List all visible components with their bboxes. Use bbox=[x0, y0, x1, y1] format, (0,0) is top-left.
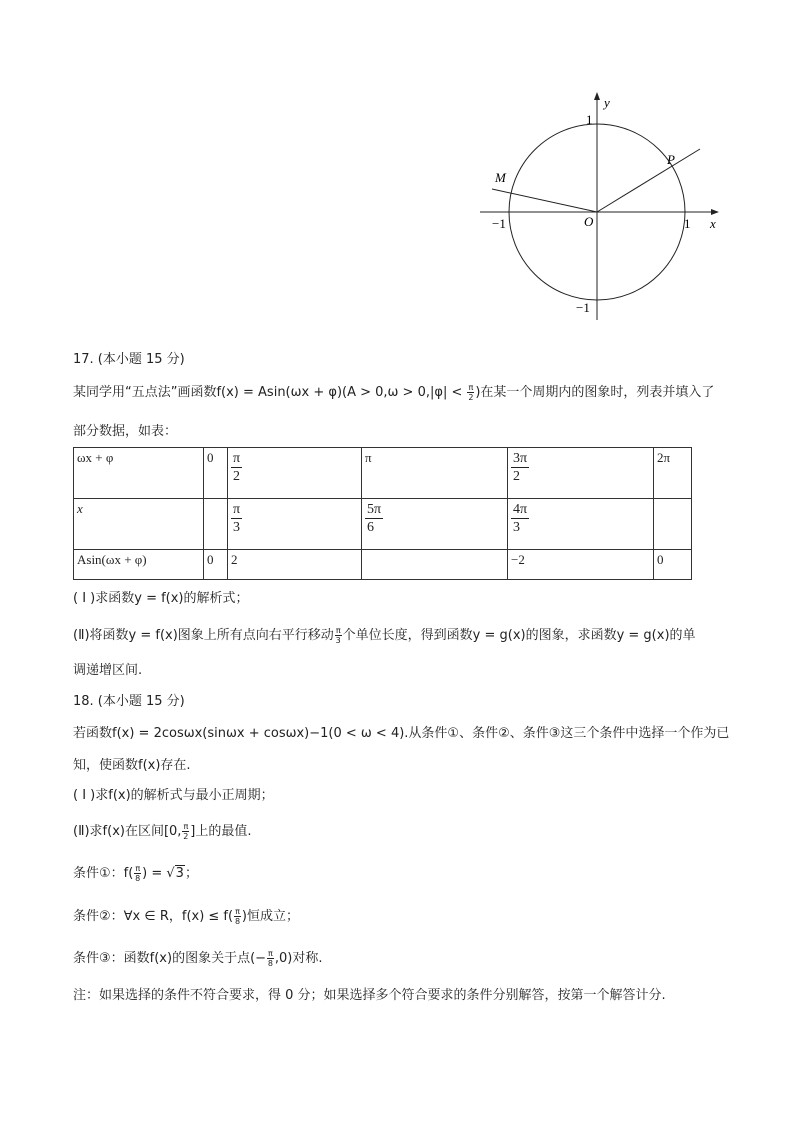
table-cell bbox=[362, 550, 508, 580]
q18-condition-3: 条件③：函数f(x)的图象关于点(− $\frac{\pi}{8}$ ,0)对称. bbox=[73, 949, 323, 968]
tick-neg-y: −1 bbox=[576, 300, 590, 315]
table-cell: $\frac{\pi}{2}$ bbox=[228, 448, 362, 499]
y-axis-arrow bbox=[594, 92, 600, 100]
q17-header: 17. (本小题 15 分) bbox=[73, 352, 185, 367]
sqrt-sign: √ bbox=[166, 866, 175, 881]
q18-part1: ( Ⅰ )求f(x)的解析式与最小正周期； bbox=[73, 788, 274, 803]
table-cell: $\frac{5\pi}{6}$ bbox=[362, 499, 508, 550]
q17-intro bbox=[73, 383, 714, 402]
q17-intro-a: 某同学用“五点法”画函数f(x) = Asin(ωx + φ)(A > 0,ω > 0,|φ| < bbox=[73, 385, 467, 400]
q17-part2-b: 个单位长度，得到函数y = g(x)的图象，求函数y = g(x)的单 bbox=[342, 628, 696, 643]
q18-note: 注：如果选择的条件不符合要求，得 0 分；如果选择多个符合要求的条件分别解答，按第一个解答计分. bbox=[73, 988, 666, 1003]
table-cell: π bbox=[362, 448, 508, 499]
q17-intro-line2: 部分数据，如表： bbox=[73, 424, 178, 439]
table-row bbox=[74, 550, 692, 580]
cond1-frac: $\frac{\pi}{8}$ bbox=[135, 864, 141, 883]
table-cell: 2π bbox=[654, 448, 692, 499]
table-cell bbox=[654, 499, 692, 550]
table-row bbox=[74, 499, 692, 550]
point-p-label: P bbox=[667, 152, 675, 167]
axis-x-label: x bbox=[710, 216, 716, 231]
table-cell: ωx + φ bbox=[74, 448, 204, 499]
q18-part2-a: (Ⅱ)求f(x)在区间[0, bbox=[73, 824, 182, 839]
five-point-table bbox=[73, 447, 692, 580]
table-cell: 0 bbox=[654, 550, 692, 580]
table-cell: x bbox=[74, 499, 204, 550]
q18-intro-line2: 知，使函数f(x)存在. bbox=[73, 758, 191, 773]
q17-part2-line2: 调递增区间. bbox=[73, 663, 143, 678]
table-cell: $\frac{3\pi}{2}$ bbox=[508, 448, 654, 499]
cond2-frac: $\frac{\pi}{8}$ bbox=[234, 907, 241, 926]
q17-part2 bbox=[73, 626, 696, 645]
q17-part2-frac: $\frac{\pi}{3}$ bbox=[335, 626, 341, 645]
tick-pos-y: 1 bbox=[586, 112, 593, 127]
q18-part2-frac: $\frac{\pi}{2}$ bbox=[183, 822, 189, 841]
table-cell: $\frac{4\pi}{3}$ bbox=[508, 499, 654, 550]
q18-condition-1: 条件①：f( $\frac{\pi}{8}$ ) = √3； bbox=[73, 864, 198, 883]
q18-part2-b: ]上的最值. bbox=[190, 824, 252, 839]
table-cell: 0 bbox=[204, 550, 228, 580]
table-cell: 0 bbox=[204, 448, 228, 499]
ray-om bbox=[492, 189, 597, 212]
q17-intro-frac: $\frac{\pi}{2}$ bbox=[468, 383, 474, 402]
q18-condition-2: 条件②：∀x ∈ R，f(x) ≤ f( $\frac{\pi}{8}$ )恒成立； bbox=[73, 907, 299, 926]
tick-neg-x: −1 bbox=[492, 216, 506, 231]
q17-part1: ( Ⅰ )求函数y = f(x)的解析式； bbox=[73, 591, 249, 606]
tick-pos-x: 1 bbox=[684, 216, 691, 231]
table-cell: −2 bbox=[508, 550, 654, 580]
cond3-frac: $\frac{\pi}{8}$ bbox=[267, 949, 273, 968]
axis-y-label: y bbox=[604, 95, 610, 110]
x-axis-arrow bbox=[711, 209, 719, 215]
point-m-label: M bbox=[495, 170, 506, 185]
table-row bbox=[74, 448, 692, 499]
q18-part2 bbox=[73, 822, 251, 841]
table-cell: $\frac{\pi}{3}$ bbox=[228, 499, 362, 550]
q18-intro-line1: 若函数f(x) = 2cosωx(sinωx + cosωx)−1(0 < ω < 4).从条件①、条件②、条件③这三个条件中选择一个作为已 bbox=[73, 726, 730, 741]
table-cell: 2 bbox=[228, 550, 362, 580]
q17-intro-b: )在某一个周期内的图象时，列表并填入了 bbox=[475, 385, 715, 400]
table-cell bbox=[204, 499, 228, 550]
table-cell: Asin(ωx + φ) bbox=[74, 550, 204, 580]
unit-circle-figure bbox=[470, 88, 730, 328]
q17-part2-a: (Ⅱ)将函数y = f(x)图象上所有点向右平行移动 bbox=[73, 628, 334, 643]
q18-header: 18. (本小题 15 分) bbox=[73, 694, 185, 709]
origin-label: O bbox=[584, 214, 594, 229]
